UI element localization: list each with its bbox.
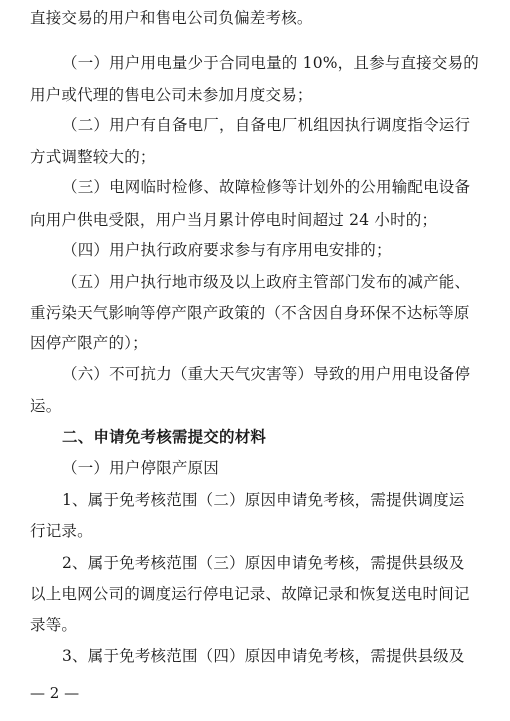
body-line: 用户或代理的售电公司未参加月度交易； [30,86,313,104]
body-line: （一）用户用电量少于合同电量的 10%，且参与直接交易的 [62,54,479,72]
subsection-heading: （一）用户停限产原因 [62,459,220,477]
body-line: 方式调整较大的； [30,148,156,166]
body-line: （四）用户执行政府要求参与有序用电安排的； [62,241,392,259]
body-line: （三）电网临时检修、故障检修等计划外的公用输配电设备 [62,178,471,196]
body-line: 2、属于免考核范围（三）原因申请免考核，需提供县级及 [62,554,465,572]
body-line: 因停产限产的）； [30,334,148,352]
body-line: 3、属于免考核范围（四）原因申请免考核，需提供县级及 [62,647,465,665]
body-line: （五）用户执行地市级及以上政府主管部门发布的减产能、 [62,273,471,291]
body-line: 行记录。 [30,522,93,540]
body-line: （六）不可抗力（重大天气灾害等）导致的用户用电设备停 [62,365,471,383]
page-number: — 2 — [30,684,80,702]
body-line: 直接交易的用户和售电公司负偏差考核。 [30,9,313,27]
body-line: 1、属于免考核范围（二）原因申请免考核，需提供调度运 [62,491,465,509]
body-line: 录等。 [30,616,78,634]
body-line: 向用户供电受限，用户当月累计停电时间超过 24 小时的； [30,211,438,229]
section-heading: 二、申请免考核需提交的材料 [62,428,267,446]
body-line: （二）用户有自备电厂，自备电厂机组因执行调度指令运行 [62,116,471,134]
body-line: 重污染天气影响等停产限产政策的（不含因自身环保不达标等原 [30,304,470,322]
body-line: 以上电网公司的调度运行停电记录、故障记录和恢复送电时间记 [30,585,470,603]
body-line: 运。 [30,397,62,415]
